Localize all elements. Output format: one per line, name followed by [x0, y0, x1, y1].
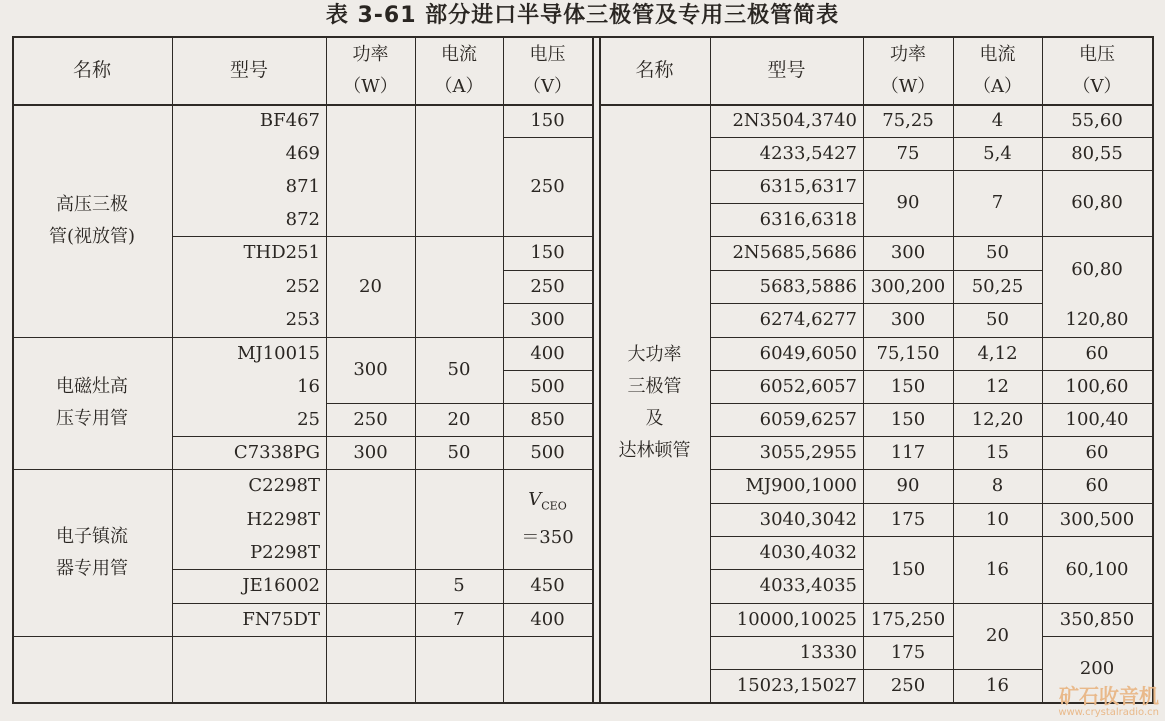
left-model-cell: 469 [285, 142, 320, 164]
left-group-2-name-line-2: 压专用管 [56, 408, 128, 429]
right-voltage-cell: 60,100 [1065, 558, 1129, 580]
left-voltage-cell: 400 [530, 342, 565, 364]
left-current-cell: 7 [453, 608, 465, 630]
right-model-cell: MJ900,1000 [745, 475, 857, 496]
right-current-cell: 4 [991, 109, 1004, 131]
left-voltage-cell: 500 [530, 441, 565, 463]
right-current-cell: 5,4 [983, 142, 1012, 164]
right-power-cell: 90 [896, 475, 920, 496]
left-voltage-cell: 450 [530, 575, 565, 596]
right-voltage-cell: 200 [1079, 658, 1115, 679]
left-voltage-cell: 250 [530, 175, 565, 197]
left-power-cell: 250 [353, 408, 388, 430]
right-current-cell: 8 [991, 475, 1004, 496]
right-power-cell: 117 [890, 441, 926, 463]
right-power-cell: 150 [890, 558, 926, 580]
header-power-r-line-2: （W） [880, 76, 936, 97]
left-model-cell: 252 [285, 275, 320, 297]
right-power-cell: 175 [890, 508, 926, 530]
right-model-cell: 6274,6277 [759, 309, 857, 330]
right-power-cell: 75,25 [882, 109, 934, 131]
header-current-r-line-1: 电流 [979, 44, 1016, 65]
left-model-cell: 16 [297, 375, 320, 397]
right-model-cell: 2N5685,5686 [732, 242, 857, 263]
right-group-name-line-1: 大功率 [627, 344, 682, 365]
left-voltage-cell: 400 [530, 608, 565, 630]
right-power-cell: 175,250 [870, 608, 946, 630]
right-group-name-line-2: 三极管 [627, 376, 682, 397]
vceo-symbol: V [528, 488, 542, 510]
right-voltage-cell: 80,55 [1071, 142, 1123, 164]
header-voltage-r-line-2: （V） [1072, 76, 1122, 97]
right-model-cell: 6315,6317 [759, 175, 857, 197]
left-row-rule [12, 636, 592, 637]
right-current-cell: 4,12 [977, 342, 1018, 364]
right-voltage-cell: 55,60 [1071, 109, 1123, 131]
right-voltage-cell: 60 [1085, 342, 1109, 364]
vceo-value: ＝350 [521, 527, 574, 549]
right-voltage-cell: 60 [1085, 441, 1109, 463]
right-model-cell: 3055,2955 [759, 441, 857, 463]
vceo-subscript: CEO [541, 499, 567, 513]
left-model-cell: 871 [285, 175, 320, 197]
header-voltage-l-line-1: 电压 [529, 44, 566, 65]
watermark [1058, 685, 1159, 719]
left-current-cell: 50 [447, 441, 471, 463]
left-model-cell: JE16002 [242, 575, 320, 596]
right-model-cell: 4233,5427 [759, 142, 857, 164]
right-group-name-line-4: 达林顿管 [618, 440, 691, 461]
right-power-cell: 300 [890, 242, 926, 263]
right-power-cell: 150 [890, 375, 926, 397]
right-current-cell: 16 [986, 558, 1009, 580]
right-model-cell: 4030,4032 [759, 541, 857, 563]
right-model-cell: 13330 [799, 641, 857, 663]
left-voltage-cell: 500 [530, 375, 565, 397]
frame-bottom [12, 702, 1152, 704]
left-power-cell: 300 [353, 359, 388, 380]
left-power-cell: 20 [359, 275, 382, 297]
right-power-cell: 90 [896, 192, 920, 213]
right-model-cell: 2N3504,3740 [732, 109, 857, 131]
table-title: 表 3-61 部分进口半导体三极管及专用三极管简表 [325, 3, 840, 28]
left-group-1-name-line-1: 高压三极 [56, 193, 128, 215]
right-model-cell: 6049,6050 [759, 342, 857, 364]
left-model-cell: FN75DT [242, 608, 320, 630]
right-voltage-cell: 120,80 [1065, 309, 1129, 330]
left-group-2-name [12, 337, 172, 469]
left-power-cell: 300 [353, 441, 388, 463]
header-power-r-line-1: 功率 [890, 44, 926, 65]
right-voltage-cell: 60 [1085, 475, 1109, 496]
right-group-name-line-3: 及 [645, 408, 664, 429]
header-current-l-line-2: （A） [434, 76, 484, 97]
right-model-cell: 4033,4035 [759, 575, 857, 596]
right-model-cell: 6052,6057 [759, 375, 857, 397]
right-group-name [599, 337, 710, 469]
right-current-cell: 50 [986, 242, 1009, 263]
right-current-cell: 50,25 [971, 275, 1024, 297]
left-group-3-name-line-1: 电子镇流 [56, 525, 128, 547]
right-voltage-cell: 60,80 [1071, 192, 1123, 213]
right-power-cell: 150 [890, 408, 926, 430]
left-group-3-name-line-2: 器专用管 [56, 557, 128, 579]
header-name-r: 名称 [635, 59, 674, 81]
right-model-cell: 10000,10025 [736, 608, 857, 630]
right-model-cell: 6059,6257 [759, 408, 857, 430]
left-group-3-name [12, 469, 172, 636]
left-model-cell: P2298T [250, 541, 320, 563]
right-current-cell: 12,20 [971, 408, 1024, 430]
column-rule [592, 36, 594, 704]
right-current-cell: 50 [986, 309, 1009, 330]
right-current-cell: 7 [991, 192, 1004, 213]
right-voltage-cell: 100,60 [1065, 375, 1129, 397]
right-power-cell: 175 [890, 641, 926, 663]
left-voltage-cell: 850 [530, 408, 565, 430]
watermark-line2: www.crystalradio.cn [1058, 707, 1159, 718]
right-voltage-cell: 100,40 [1065, 408, 1129, 430]
left-model-cell: MJ10015 [237, 342, 320, 364]
watermark-line1: 矿石收音机 [1059, 684, 1159, 708]
left-group-2-name-line-1: 电磁灶高 [56, 376, 128, 397]
header-power-l-line-1: 功率 [352, 44, 389, 65]
right-power-cell: 75,150 [876, 342, 940, 364]
right-model-cell: 6316,6318 [759, 208, 857, 230]
left-voltage-cell: 300 [530, 309, 565, 330]
left-current-cell: 5 [453, 575, 465, 596]
left-model-cell: THD251 [243, 242, 320, 263]
header-current-r-line-2: （A） [973, 76, 1022, 97]
left-voltage-cell: 150 [530, 109, 565, 131]
left-model-cell: H2298T [246, 508, 320, 530]
right-model-cell: 5683,5886 [759, 275, 857, 297]
right-model-cell: 15023,15027 [736, 674, 857, 696]
header-voltage-l [503, 38, 592, 104]
right-current-cell: 15 [986, 441, 1009, 463]
header-voltage-r [1042, 38, 1152, 104]
left-model-cell: C2298T [248, 475, 320, 496]
header-current-l-line-1: 电流 [441, 44, 477, 65]
header-model-l: 型号 [229, 59, 268, 81]
left-model-cell: 25 [297, 408, 320, 430]
header-voltage-r-line-1: 电压 [1079, 44, 1115, 65]
header-power-r [863, 38, 953, 104]
right-power-cell: 300 [890, 309, 926, 330]
header-model-r: 型号 [767, 59, 806, 81]
left-group-1-name-line-2: 管(视放管) [48, 225, 136, 247]
left-model-cell: C7338PG [233, 441, 320, 463]
right-power-cell: 250 [890, 674, 926, 696]
header-current-r [953, 38, 1042, 104]
right-current-cell: 16 [986, 674, 1009, 696]
left-model-cell: 872 [285, 208, 320, 230]
header-voltage-l-line-2: （V） [523, 76, 572, 97]
right-voltage-cell: 350,850 [1059, 608, 1135, 630]
right-power-cell: 300,200 [870, 275, 946, 297]
left-model-cell: 253 [285, 309, 320, 330]
left-model-cell: BF467 [259, 109, 320, 131]
right-voltage-cell: 300,500 [1059, 508, 1135, 530]
left-current-cell: 50 [447, 359, 471, 380]
right-current-cell: 20 [986, 625, 1009, 646]
header-current-l [415, 38, 503, 104]
header-power-l [326, 38, 415, 104]
left-voltage-cell: 250 [530, 275, 565, 297]
header-power-l-line-2: （W） [343, 76, 398, 97]
left-group-1-name [12, 104, 172, 337]
right-current-cell: 12 [986, 375, 1009, 397]
left-current-cell: 20 [447, 408, 471, 430]
column-rule [1152, 36, 1154, 704]
left-vceo-cell [503, 469, 592, 569]
right-current-cell: 10 [986, 508, 1009, 530]
vceo-label [528, 484, 566, 523]
left-voltage-cell: 150 [530, 242, 565, 263]
right-model-cell: 3040,3042 [759, 508, 857, 530]
right-voltage-cell: 60,80 [1071, 258, 1123, 280]
right-power-cell: 75 [896, 142, 920, 164]
header-name-l: 名称 [72, 59, 111, 81]
